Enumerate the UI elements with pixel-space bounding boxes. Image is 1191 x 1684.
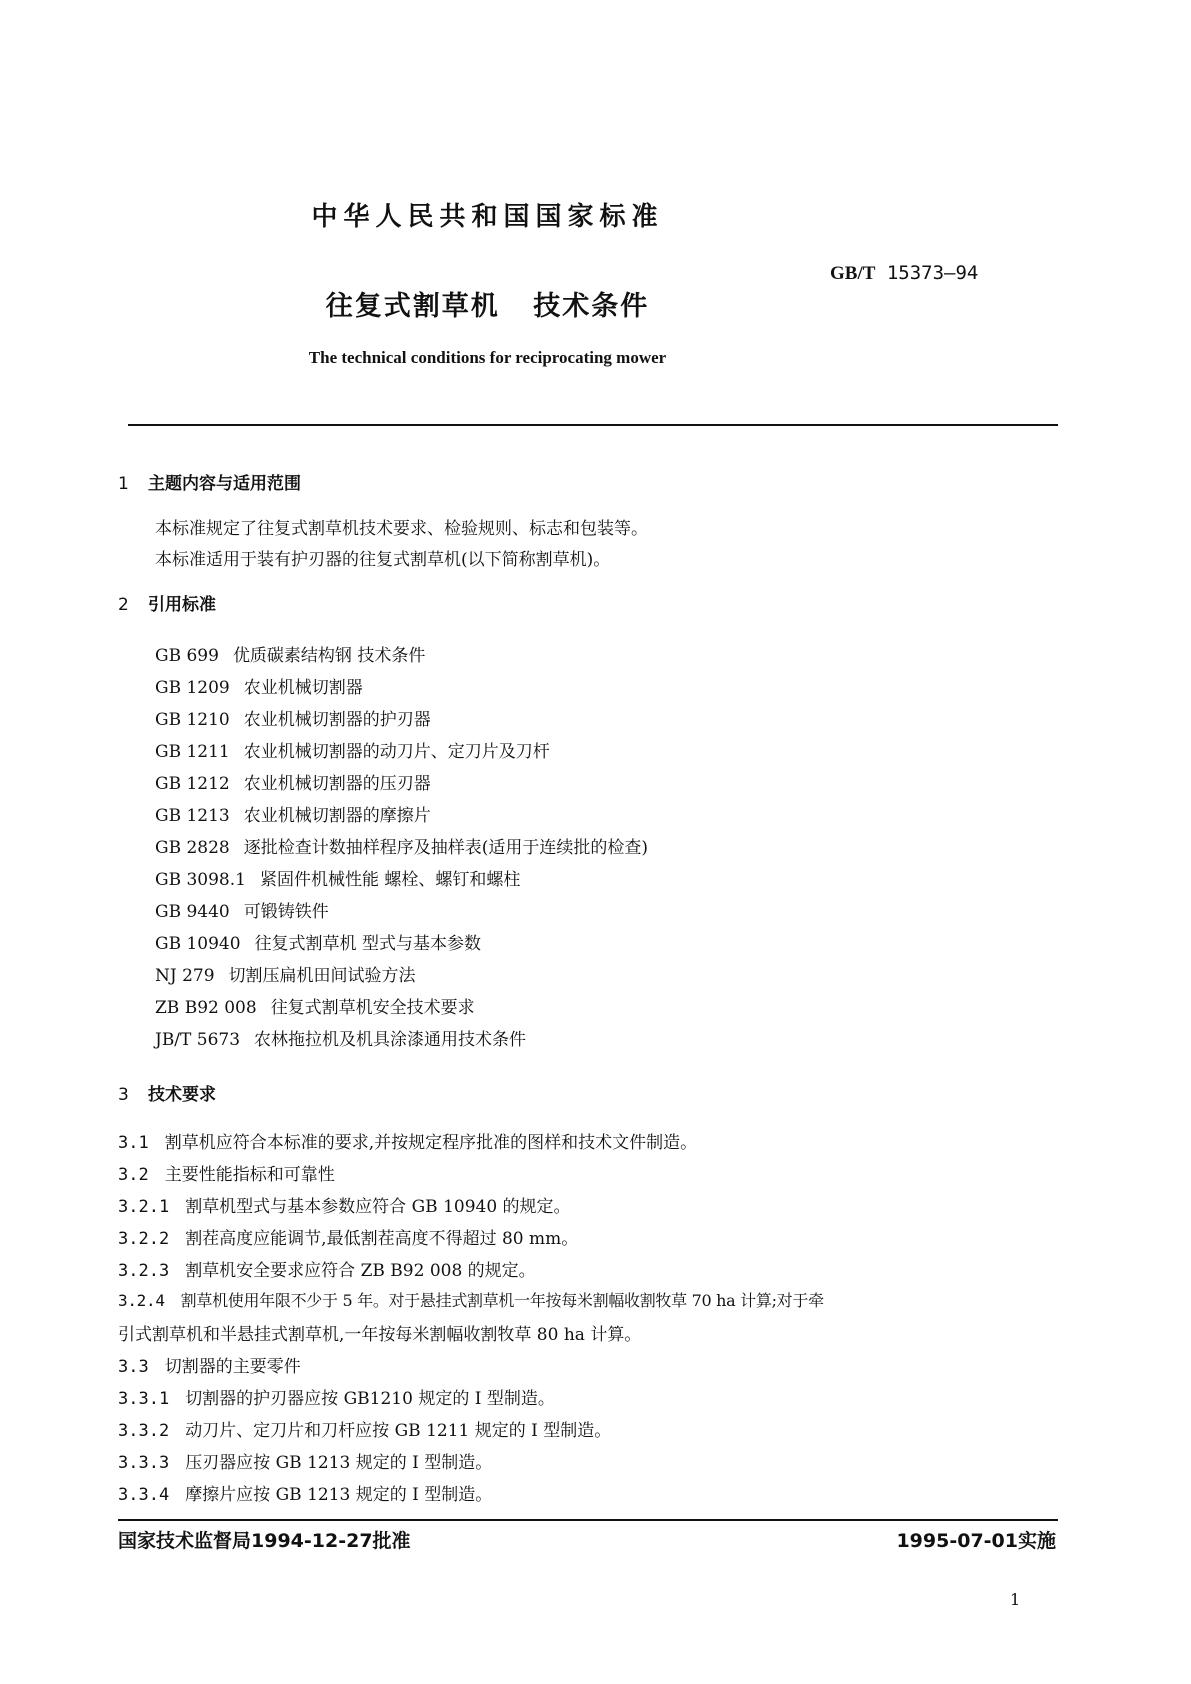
section-number: 1 (118, 474, 129, 494)
reference-item (155, 673, 363, 698)
clause (118, 1352, 301, 1377)
section-title: 技术要求 (148, 1085, 216, 1105)
footer-divider (118, 1519, 1058, 1521)
clause-text: 割草机应符合本标准的要求,并按规定程序批准的图样和技术文件制造。 (164, 1133, 698, 1153)
approval-line: 国家技术监督局1994-12-27批准 (118, 1530, 411, 1552)
reference-item (155, 993, 475, 1018)
reference-item (155, 1025, 526, 1050)
reference-code: GB 1212 (155, 774, 230, 794)
implementation-date: 1995-07-01实施 (896, 1530, 1056, 1552)
reference-title: 农林拖拉机及机具涂漆通用技术条件 (254, 1030, 527, 1050)
reference-item (155, 961, 416, 986)
clause-text: 切割器的主要零件 (164, 1357, 301, 1377)
section-2-heading (118, 590, 216, 615)
clause-text: 压刃器应按 GB 1213 规定的 I 型制造。 (185, 1453, 493, 1473)
reference-title: 往复式割草机安全技术要求 (270, 998, 475, 1018)
reference-code: GB 2828 (155, 838, 230, 858)
clause-number: 3.3.1 (118, 1389, 170, 1409)
header-divider (128, 424, 1058, 426)
clause (118, 1192, 571, 1217)
paragraph: 本标准适用于装有护刃器的往复式割草机(以下简称割草机)。 (155, 550, 611, 570)
reference-title: 农业机械切割器的压刃器 (243, 774, 431, 794)
clause (118, 1384, 555, 1409)
reference-code: GB 1213 (155, 806, 230, 826)
reference-code: NJ 279 (155, 966, 215, 986)
standard-code (830, 262, 978, 285)
reference-code: GB 10940 (155, 934, 241, 954)
clause (118, 1224, 578, 1249)
section-title: 引用标准 (148, 595, 216, 615)
clause-number: 3.2.4 (118, 1291, 165, 1310)
section-3-heading (118, 1080, 216, 1105)
clause (118, 1480, 492, 1505)
reference-item (155, 641, 425, 666)
clause (118, 1416, 611, 1441)
reference-item (155, 929, 481, 954)
clause-number: 3.3 (118, 1357, 149, 1377)
clause (118, 1160, 335, 1185)
reference-title: 逐批检查计数抽样程序及抽样表(适用于连续批的检查) (243, 838, 649, 858)
document-title-en: The technical conditions for reciprocating mower (308, 348, 667, 367)
standard-code-number: 15373—94 (886, 262, 979, 284)
standard-code-prefix: GB/T (830, 263, 876, 284)
reference-item (155, 865, 520, 890)
reference-code: GB 1211 (155, 742, 230, 762)
clause-number: 3.2.1 (118, 1197, 170, 1217)
clause (118, 1288, 824, 1311)
clause-text: 摩擦片应按 GB 1213 规定的 I 型制造。 (185, 1485, 493, 1505)
reference-title: 优质碳素结构钢 技术条件 (232, 646, 426, 666)
clause-number: 3.3.3 (118, 1453, 170, 1473)
clause (118, 1128, 697, 1153)
clause-text: 动刀片、定刀片和刀杆应按 GB 1211 规定的 I 型制造。 (185, 1421, 612, 1441)
reference-item (155, 737, 550, 762)
paragraph: 本标准规定了往复式割草机技术要求、检验规则、标志和包装等。 (155, 519, 648, 539)
reference-title: 农业机械切割器的摩擦片 (243, 806, 431, 826)
reference-title: 往复式割草机 型式与基本参数 (254, 934, 481, 954)
clause-text: 割草机安全要求应符合 ZB B92 008 的规定。 (185, 1261, 536, 1281)
reference-title: 农业机械切割器 (243, 678, 363, 698)
clause-text: 割草机使用年限不少于 5 年。对于悬挂式割草机一年按每米割幅收割牧草 70 ha 计算;对于牵 (180, 1291, 824, 1310)
reference-item (155, 705, 431, 730)
reference-code: GB 9440 (155, 902, 230, 922)
reference-item (155, 801, 431, 826)
reference-code: GB 1210 (155, 710, 230, 730)
reference-title: 可锻铸铁件 (243, 902, 329, 922)
clause (118, 1256, 536, 1281)
reference-item (155, 833, 648, 858)
section-number: 2 (118, 595, 129, 615)
clause-number: 3.2 (118, 1165, 149, 1185)
section-number: 3 (118, 1085, 129, 1105)
clause-text: 割茬高度应能调节,最低割茬高度不得超过 80 mm。 (185, 1229, 579, 1249)
reference-title: 紧固件机械性能 螺栓、螺钉和螺柱 (259, 870, 521, 890)
clause-text: 切割器的护刃器应按 GB1210 规定的 I 型制造。 (185, 1389, 555, 1409)
clause (118, 1448, 492, 1473)
clause-number: 3.3.2 (118, 1421, 170, 1441)
clause-number: 3.2.3 (118, 1261, 170, 1281)
document-title-cn: 往复式割草机 技术条件 (325, 291, 650, 322)
reference-code: ZB B92 008 (155, 998, 257, 1018)
clause-number: 3.2.2 (118, 1229, 170, 1249)
reference-title: 农业机械切割器的动刀片、定刀片及刀杆 (243, 742, 550, 762)
reference-item (155, 769, 431, 794)
reference-item (155, 897, 329, 922)
reference-code: GB 1209 (155, 678, 230, 698)
reference-code: GB 699 (155, 646, 219, 666)
section-title: 主题内容与适用范围 (148, 474, 301, 494)
clause-text: 割草机型式与基本参数应符合 GB 10940 的规定。 (185, 1197, 571, 1217)
reference-code: GB 3098.1 (155, 870, 246, 890)
page-number: 1 (1010, 1590, 1021, 1609)
clause-number: 3.1 (118, 1133, 149, 1153)
section-1-heading (118, 469, 301, 494)
clause-text: 引式割草机和半悬挂式割草机,一年按每米割幅收割牧草 80 ha 计算。 (118, 1325, 642, 1345)
clause-number: 3.3.4 (118, 1485, 170, 1505)
reference-code: JB/T 5673 (155, 1030, 241, 1050)
national-standard-title: 中华人民共和国国家标准 (311, 202, 664, 232)
reference-title: 农业机械切割器的护刃器 (243, 710, 431, 730)
clause-continuation (118, 1320, 641, 1345)
clause-text: 主要性能指标和可靠性 (164, 1165, 335, 1185)
reference-title: 切割压扁机田间试验方法 (228, 966, 416, 986)
